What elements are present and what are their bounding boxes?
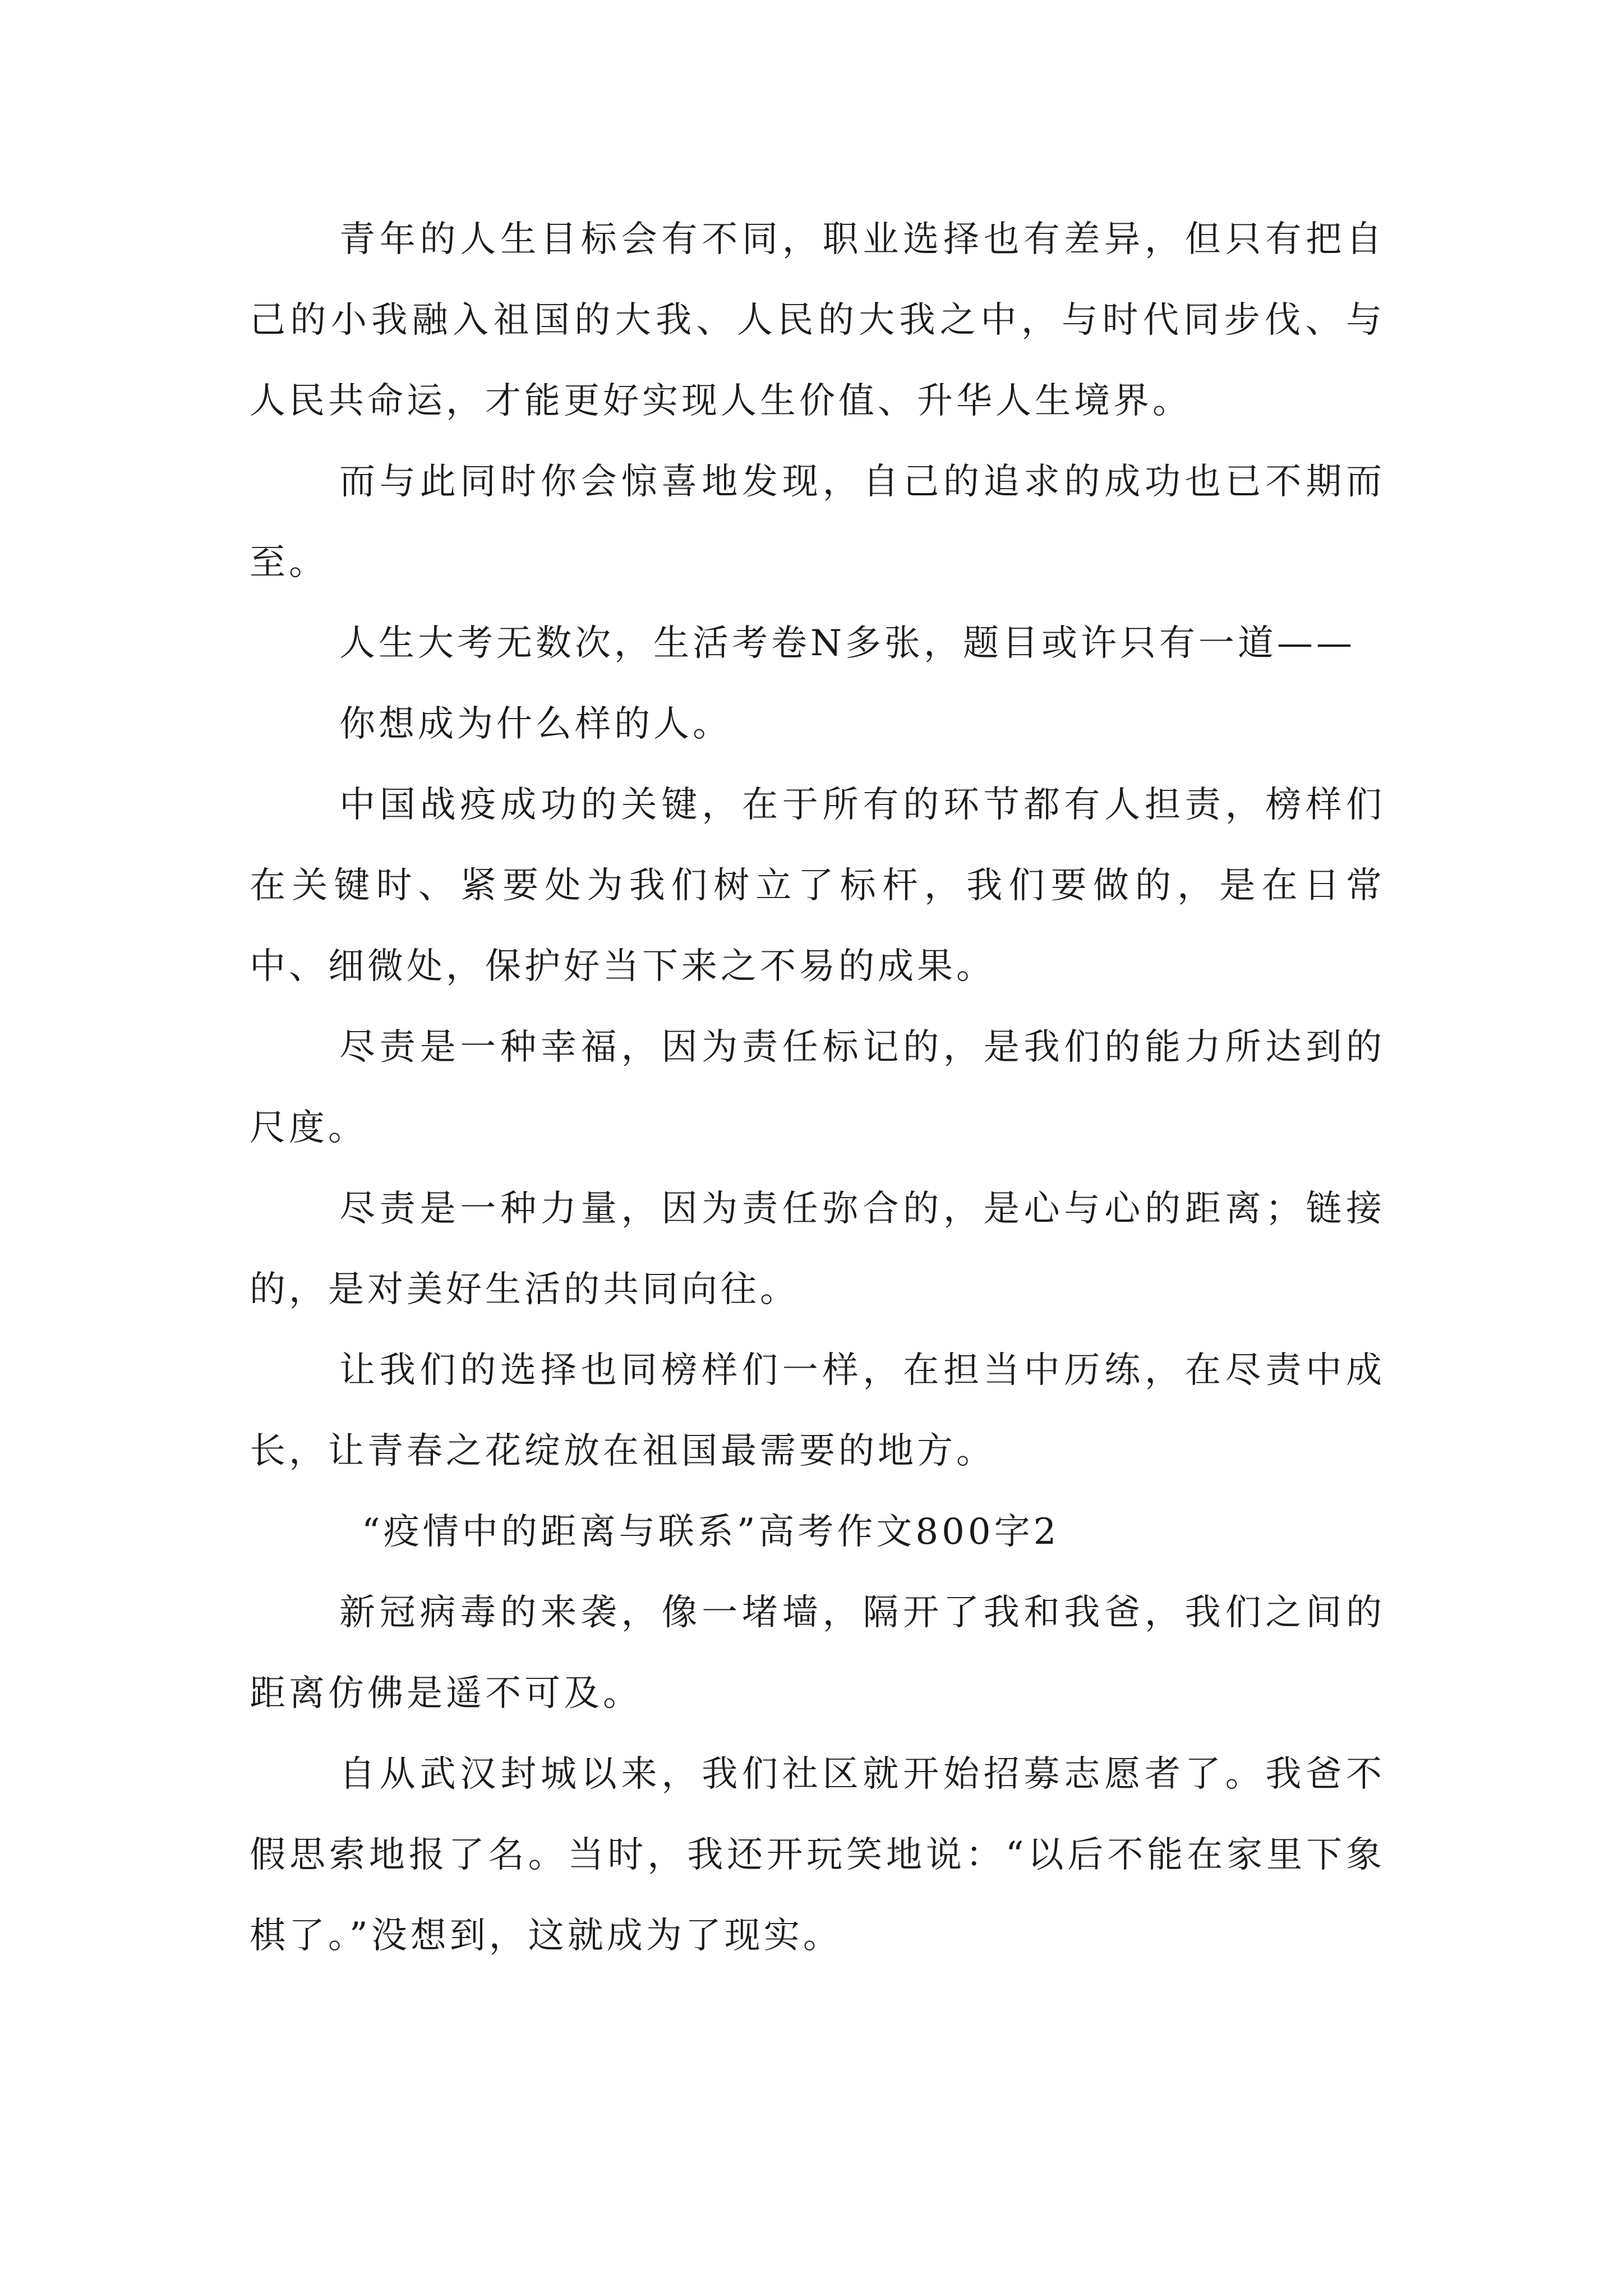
paragraph-10: 自从武汉封城以来，我们社区就开始招募志愿者了。我爸不假思索地报了名。当时，我还开玩笑地说：“以后不能在家里下象棋了。”没想到，这就成为了现实。 <box>250 1754 1385 1957</box>
paragraph-6: 尽责是一种幸福，因为责任标记的，是我们的能力所达到的尺度。 <box>250 1027 1385 1149</box>
paragraph-5: 中国战疫成功的关键，在于所有的环节都有人担责，榜样们在关键时、紧要处为我们树立了标杆，我们要做的，是在日常中、细微处，保护好当下来之不易的成果。 <box>250 784 1385 987</box>
essay-body <box>250 199 1385 1976</box>
paragraph-7: 尽责是一种力量，因为责任弥合的，是心与心的距离；链接的，是对美好生活的共同向往。 <box>250 1188 1385 1310</box>
essay-heading: “疫情中的距离与联系”高考作文800字2 <box>362 1511 1060 1553</box>
paragraph-9: 新冠病毒的来袭，像一堵墙，隔开了我和我爸，我们之间的距离仿佛是遥不可及。 <box>250 1592 1385 1714</box>
paragraph-3: 人生大考无数次，生活考卷N多张，题目或许只有一道—— <box>339 623 1355 664</box>
paragraph-1: 青年的人生目标会有不同，职业选择也有差异，但只有把自己的小我融入祖国的大我、人民的大我之中，与时代同步伐、与人民共命运，才能更好实现人生价值、升华人生境界。 <box>250 219 1385 422</box>
paragraph-8: 让我们的选择也同榜样们一样，在担当中历练，在尽责中成长，让青春之花绽放在祖国最需要的地方。 <box>250 1350 1385 1472</box>
paragraph-4: 你想成为什么样的人。 <box>339 703 732 745</box>
paragraph-2: 而与此同时你会惊喜地发现，自己的追求的成功也已不期而至。 <box>250 461 1385 583</box>
